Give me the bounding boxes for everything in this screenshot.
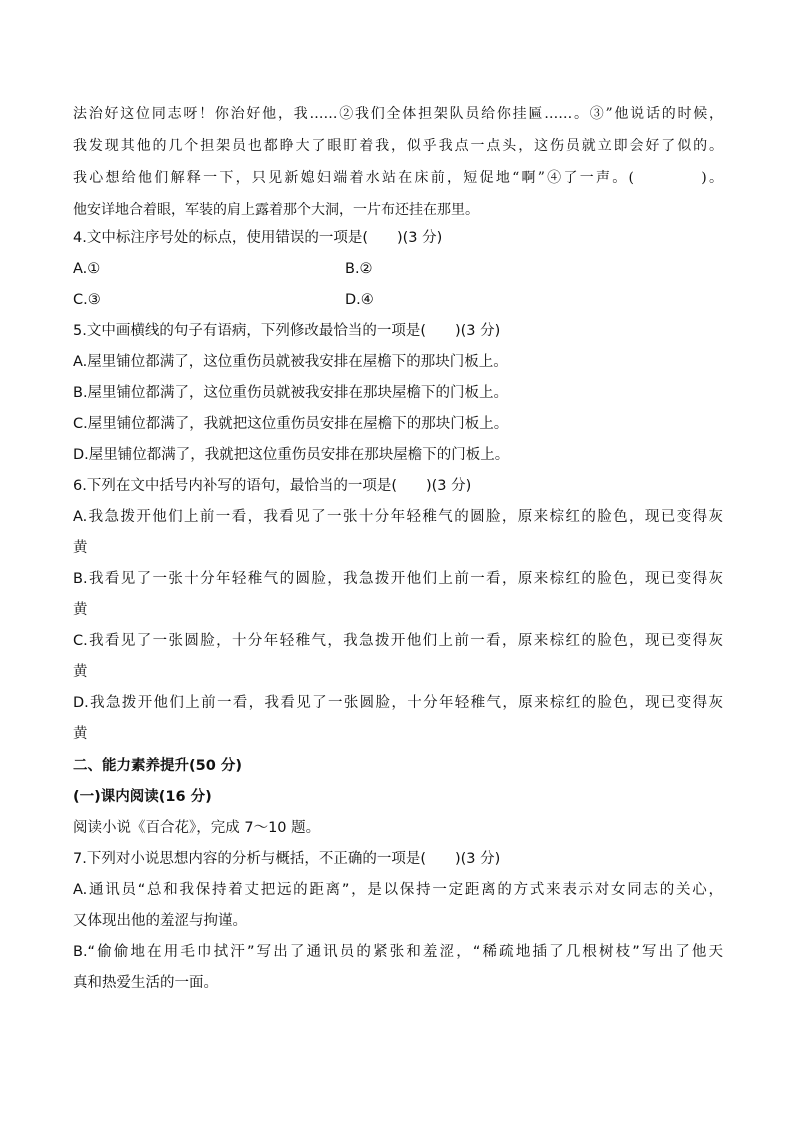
reading-passage <box>73 98 723 226</box>
option-a-cont: 又体现出他的羞涩与拘谨。 <box>73 913 247 929</box>
option-c: C.我看见了一张圆脸，十分年轻稚气，我急拨开他们上前一看，原来棕红的脸色，现已变得灰 <box>73 633 723 649</box>
option-a: A.通讯员“总和我保持着丈把远的距离”，是以保持一定距离的方式来表示对女同志的关心， <box>73 882 723 898</box>
option-d-cont: 黄 <box>73 726 88 742</box>
option-a-cont: 黄 <box>73 540 88 556</box>
option-b: B.屋里铺位都满了，这位重伤员就被我安排在那块屋檐下的门板上。 <box>73 385 509 401</box>
reading-instruction: 阅读小说《百合花》，完成 7～10 题。 <box>73 820 321 836</box>
section-title: 二、能力素养提升(50 分) <box>73 758 242 774</box>
option-b: B.② <box>345 261 373 277</box>
subsection-title: (一)课内阅读(16 分) <box>73 789 212 805</box>
passage-line: 法治好这位同志呀！你治好他，我……②我们全体担架队员给你挂匾……。③”他说话的时候， <box>73 106 723 122</box>
passage-line: 我心想给他们解释一下，只见新媳妇端着水站在床前，短促地“啊”④了一声。( )。 <box>73 170 723 186</box>
option-b-cont: 黄 <box>73 602 88 618</box>
section-two <box>73 751 723 844</box>
question-stem: 4.文中标注序号处的标点，使用错误的一项是( )(3 分) <box>73 230 443 246</box>
question-4 <box>73 223 723 316</box>
option-a: A.屋里铺位都满了，这位重伤员就被我安排在屋檐下的那块门板上。 <box>73 354 508 370</box>
option-d: D.我急拨开他们上前一看，我看见了一张圆脸，十分年轻稚气，原来棕红的脸色，现已变得灰 <box>73 695 723 711</box>
option-row <box>73 285 723 316</box>
option-b: B.“偷偷地在用毛巾拭汗”写出了通讯员的紧张和羞涩，“稀疏地插了几根树枝”写出了他天 <box>73 944 723 960</box>
option-c-cont: 黄 <box>73 664 88 680</box>
question-7 <box>73 844 723 999</box>
option-b: B.我看见了一张十分年轻稚气的圆脸，我急拨开他们上前一看，原来棕红的脸色，现已变得灰 <box>73 571 723 587</box>
option-d: D.④ <box>345 292 374 308</box>
question-5 <box>73 316 723 471</box>
option-c: C.屋里铺位都满了，我就把这位重伤员安排在屋檐下的那块门板上。 <box>73 416 509 432</box>
option-c: C.③ <box>73 292 101 308</box>
option-d: D.屋里铺位都满了，我就把这位重伤员安排在那块屋檐下的门板上。 <box>73 447 510 463</box>
option-row <box>73 254 723 285</box>
option-a: A.我急拨开他们上前一看，我看见了一张十分年轻稚气的圆脸，原来棕红的脸色，现已变得灰 <box>73 509 723 525</box>
question-6 <box>73 471 723 750</box>
option-a: A.① <box>73 261 101 277</box>
passage-line: 我发现其他的几个担架员也都睁大了眼盯着我，似乎我点一点头，这伤员就立即会好了似的。 <box>73 138 723 154</box>
question-stem: 7.下列对小说思想内容的分析与概括，不正确的一项是( )(3 分) <box>73 851 501 867</box>
passage-line: 他安详地合着眼，军装的肩上露着那个大洞，一片布还挂在那里。 <box>73 202 479 218</box>
question-stem: 6.下列在文中括号内补写的语句，最恰当的一项是( )(3 分) <box>73 478 472 494</box>
question-stem: 5.文中画横线的句子有语病，下列修改最恰当的一项是( )(3 分) <box>73 323 501 339</box>
option-b-cont: 真和热爱生活的一面。 <box>73 975 218 991</box>
